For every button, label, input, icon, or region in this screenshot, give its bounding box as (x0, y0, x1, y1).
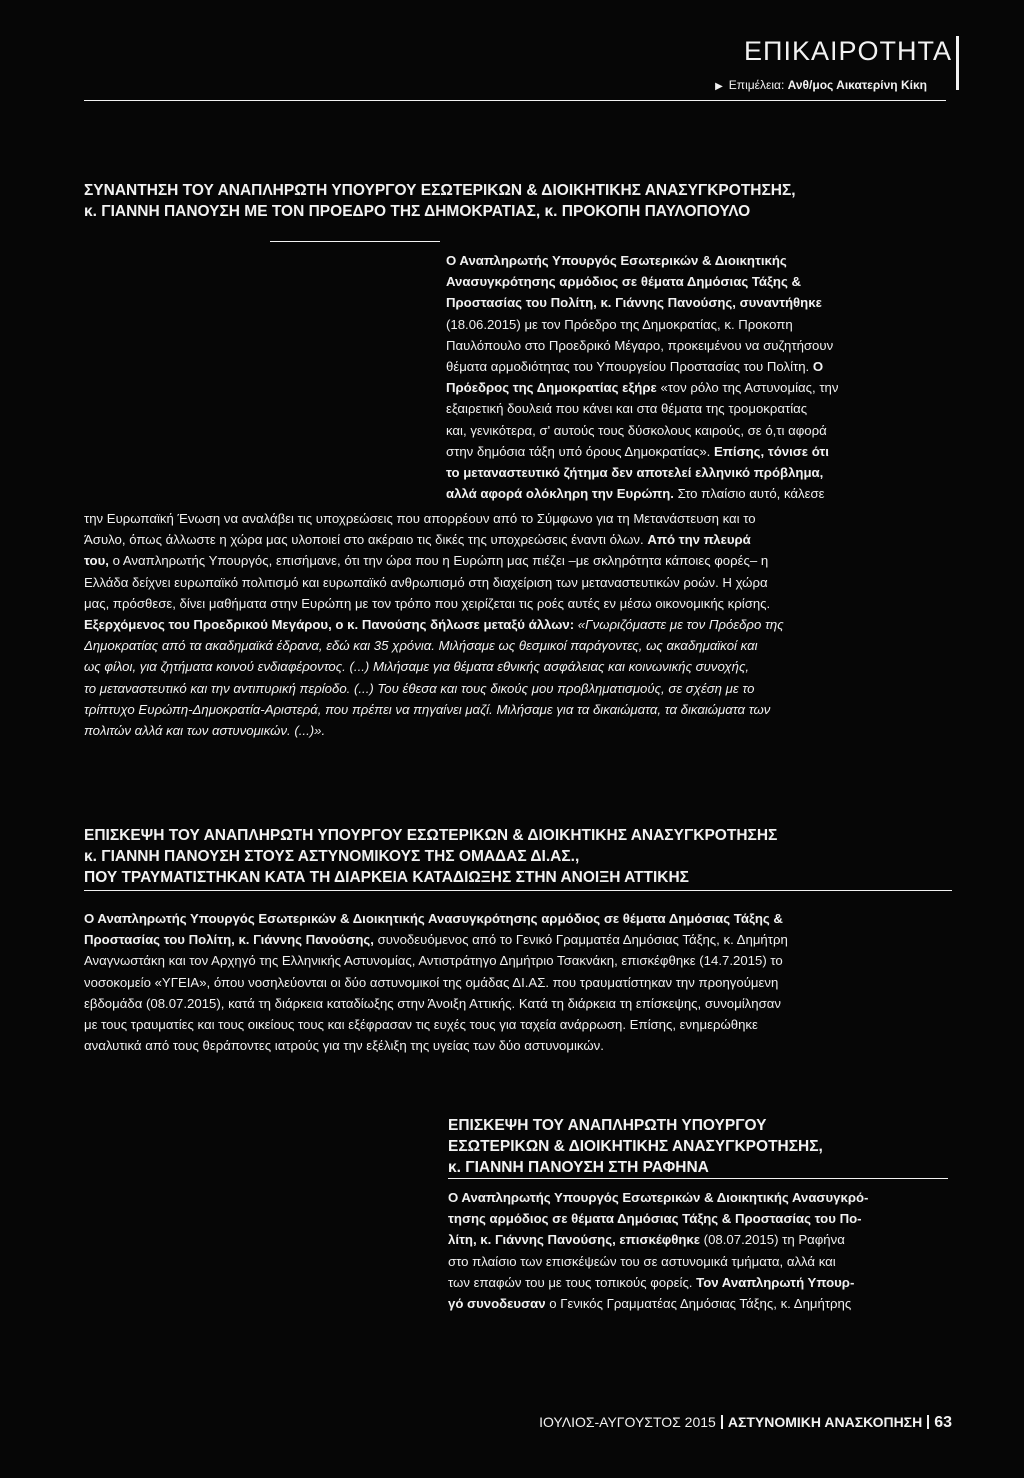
bold-run: Από την πλευρά (647, 532, 751, 548)
bold-run: Ο Αναπληρωτής Υπουργός Εσωτερικών & Διοικητικής (446, 253, 787, 268)
article1-rule (270, 241, 440, 242)
bold-run: Πρόεδρος της Δημοκρατίας εξήρε (446, 380, 661, 396)
text-line (84, 550, 950, 571)
text-line (446, 483, 950, 504)
italic-run: ως φίλοι, για ζητήματα κοινού ενδιαφέροντος. (...) Μιλήσαμε για θέματα εθνικής ασφάλειας και κοινωνικής συνοχής, (84, 659, 750, 675)
text-line (446, 271, 950, 292)
text-run: μας, πρόσθεσε, δίνει μαθήματα στην Ευρώπη με τον τρόπο που χειρίζεται τις ροές αυτές εν μέσω οικονομικής κρίσης. (84, 595, 771, 611)
title-line: κ. ΓΙΑΝΝΗ ΠΑΝΟΥΣΗ ΜΕ ΤΟΝ ΠΡΟΕΔΡΟ ΤΗΣ ΔΗΜΟΚΡΑΤΙΑΣ, κ. ΠΡΟΚΟΠΗ ΠΑΥΛΟΠΟΥΛΟ (84, 203, 751, 220)
text-line (446, 441, 950, 462)
text-run: την Ευρωπαϊκή Ένωση να αναλάβει τις υποχρεώσεις που απορρέουν από το Σύμφωνο για τη Μετανάστευση και το (84, 511, 756, 526)
title-line: ΕΠΙΣΚΕΨΗ ΤΟΥ ΑΝΑΠΛΗΡΩΤΗ ΥΠΟΥΡΓΟΥ (448, 1117, 767, 1134)
bold-run: Τον Αναπληρωτή Υπουρ- (696, 1274, 855, 1290)
title-line: ΠΟΥ ΤΡΑΥΜΑΤΙΣΤΗΚΑΝ ΚΑΤΑ ΤΗ ΔΙΑΡΚΕΙΑ ΚΑΤΑΔΙΩΞΗΣ ΣΤΗΝ ΑΝΟΙΞΗ ΑΤΤΙΚΗΣ (84, 869, 689, 886)
text-line (84, 972, 950, 993)
text-line (84, 699, 950, 720)
title-line: ΕΣΩΤΕΡΙΚΩΝ & ΔΙΟΙΚΗΤΙΚΗΣ ΑΝΑΣΥΓΚΡΟΤΗΣΗΣ, (448, 1138, 823, 1155)
text-line (84, 1014, 950, 1035)
article2-body (84, 908, 950, 1056)
text-line (448, 1208, 950, 1229)
article3-body (448, 1187, 950, 1314)
text-run: ο Αναπληρωτής Υπουργός, επισήμανε, ότι την ώρα που η Ευρώπη μας πιέζει –με σκληρότητα κάποιες φορές– η (112, 553, 769, 569)
text-line (446, 398, 950, 419)
text-line (84, 508, 950, 529)
text-line (84, 1035, 950, 1056)
text-run: εβδομάδα (08.07.2015), κατά τη διάρκεια καταδίωξης στην Άνοιξη Αττικής. Κατά τη διάρκεια τη επίσκεψης, συνομίλησαν (84, 995, 781, 1011)
bold-run: Εξερχόμενος του Προεδρικού Μεγάρου, ο κ. Πανούσης δήλωσε μεταξύ άλλων: (84, 617, 578, 633)
text-line (446, 250, 950, 271)
italic-run: Δημοκρατίας από τα ακαδημαϊκά έδρανα, εδώ και 35 χρόνια. Μιλήσαμε ως θεσμικοί παράγοντες, ως ακαδημαϊκοί και (84, 638, 758, 654)
header-rule (84, 100, 946, 101)
text-run: ο Γενικός Γραμματέας Δημόσιας Τάξης, κ. Δημήτρης (549, 1296, 852, 1312)
text-line (84, 929, 950, 950)
text-line (448, 1272, 950, 1293)
text-run: (08.07.2015) τη Ραφήνα (703, 1232, 845, 1248)
bold-run: Ανασυγκρότησης αρμόδιος σε θέματα Δημόσιας Τάξης & (446, 274, 801, 290)
article1-body (84, 508, 950, 741)
italic-run: «Γνωριζόμαστε με τον Πρόεδρο της (577, 617, 784, 633)
article1-title (84, 180, 964, 222)
text-run: νοσοκομείο «ΥΓΕΙΑ», όπου νοσηλεύονται οι δύο αστυνομικοί της ομάδας ΔΙ.ΑΣ. που τραυματίστηκαν την προηγούμενη (84, 974, 779, 990)
text-run: με τους τραυματίες και τους οικείους τους και εξέφρασαν τις ευχές τους για ταχεία ανάρρωση. Επίσης, ενημερώθηκε (84, 1017, 758, 1033)
text-line (448, 1229, 950, 1250)
text-run: Άσυλο, όπως άλλωστε η χώρα μας υλοποιεί στο ακέραιο τις δικές της υποχρεώσεις έναντι όλων. (84, 532, 648, 548)
bold-run: Προστασίας του Πολίτη, κ. Γιάννης Πανούσης, συναντήθηκε (446, 295, 822, 311)
text-run: Ελλάδα δείχνει ευρωπαϊκό πολιτισμό και ευρωπαϊκό ανθρωπισμό στη διαχείριση των μεταναστευτικών ροών. Η χώρα (84, 574, 768, 590)
bold-run: το μεταναστευτικό ζήτημα δεν αποτελεί ελληνικό πρόβλημα, (446, 465, 824, 481)
bold-run: Ο Αναπληρωτής Υπουργός Εσωτερικών & Διοικητικής Ανασυγκρότησης αρμόδιος σε θέματα Δημόσιας Τάξης & (84, 911, 783, 926)
bold-run: γό συνοδευσαν (448, 1296, 550, 1312)
section-label: ΕΠΙΚΑΙΡΟΤΗΤΑ (743, 36, 952, 66)
text-line (84, 993, 950, 1014)
footer-separator (721, 1415, 723, 1429)
text-line (446, 314, 950, 335)
page-footer (539, 1414, 952, 1432)
issue-date: ΙΟΥΛΙΟΣ-ΑΥΓΟΥΣΤΟΣ 2015 (539, 1414, 716, 1430)
text-line (84, 529, 950, 550)
article1-column (446, 250, 950, 504)
footer-separator (927, 1415, 929, 1429)
text-line (446, 335, 950, 356)
italic-run: πολιτών αλλά και των αστυνομικών. (...)». (84, 723, 326, 739)
editor-prefix: Επιμέλεια: (728, 78, 785, 92)
text-line (446, 377, 950, 398)
text-run: συνοδευόμενος από το Γενικό Γραμματέα Δημόσιας Τάξης, κ. Δημήτρη (377, 932, 788, 948)
magazine-name: ΑΣΤΥΝΟΜΙΚΗ ΑΝΑΣΚΟΠΗΣΗ (727, 1414, 923, 1430)
text-run: Στο πλαίσιο αυτό, κάλεσε (677, 486, 825, 502)
text-line (84, 950, 950, 971)
text-line (446, 462, 950, 483)
text-line (84, 572, 950, 593)
text-run: Παυλόπουλο στο Προεδρικό Μέγαρο, προκειμένου να συζητήσουν (446, 337, 834, 353)
bold-run: Προστασίας του Πολίτη, κ. Γιάννης Πανούσης, (84, 932, 378, 948)
text-line (84, 656, 950, 677)
text-run: των επαφών του με τους τοπικούς φορείς. (448, 1274, 697, 1290)
text-line (84, 593, 950, 614)
bold-run: λίτη, κ. Γιάννης Πανούσης, επισκέφθηκε (448, 1232, 704, 1248)
bold-run: του, (84, 553, 113, 569)
text-run: (18.06.2015) με τον Πρόεδρο της Δημοκρατίας, κ. Προκοπη (446, 316, 793, 332)
text-line (446, 356, 950, 377)
title-line: ΣΥΝΑΝΤΗΣΗ ΤΟΥ ΑΝΑΠΛΗΡΩΤΗ ΥΠΟΥΡΓΟΥ ΕΣΩΤΕΡΙΚΩΝ & ΔΙΟΙΚΗΤΙΚΗΣ ΑΝΑΣΥΓΚΡΟΤΗΣΗΣ, (84, 182, 796, 199)
article3-title (448, 1115, 958, 1178)
editor-credit (715, 78, 927, 92)
title-line: κ. ΓΙΑΝΝΗ ΠΑΝΟΥΣΗ ΣΤΗ ΡΑΦΗΝΑ (448, 1159, 709, 1176)
text-line (446, 420, 950, 441)
text-line (84, 614, 950, 635)
text-run: και, γενικότερα, σ' αυτούς τους δύσκολους καιρούς, σε ό,τι αφορά (446, 422, 827, 438)
text-run: στο πλαίσιο των επισκέψεών του σε αστυνομικά τμήματα, αλλά και (448, 1253, 836, 1269)
play-arrow-icon: ▶ (715, 81, 723, 92)
article3-rule (448, 1178, 948, 1179)
text-line (84, 635, 950, 656)
text-line (448, 1187, 950, 1208)
article2-rule (84, 890, 952, 891)
text-run: Αναγνωστάκη και τον Αρχηγό της Ελληνικής Αστυνομίας, Αντιστράτηγο Δημήτριο Τσακνάκη, επισκέφθηκε (14.7.2015) το (84, 953, 783, 969)
title-line: ΕΠΙΣΚΕΨΗ ΤΟΥ ΑΝΑΠΛΗΡΩΤΗ ΥΠΟΥΡΓΟΥ ΕΣΩΤΕΡΙΚΩΝ & ΔΙΟΙΚΗΤΙΚΗΣ ΑΝΑΣΥΓΚΡΟΤΗΣΗΣ (84, 827, 778, 844)
section-bar (956, 36, 959, 90)
text-run: «τον ρόλο της Αστυνομίας, την (660, 380, 839, 396)
text-run: στην δημόσια τάξη υπό όρους Δημοκρατίας». (446, 443, 715, 459)
article2-title (84, 825, 964, 888)
bold-run: Ο (812, 359, 824, 375)
page-number: 63 (934, 1414, 952, 1431)
bold-run: αλλά αφορά ολόκληρη την Ευρώπη. (446, 486, 678, 502)
bold-run: Επίσης, τόνισε ότι (714, 443, 829, 459)
text-line (448, 1251, 950, 1272)
italic-run: τρίπτυχο Ευρώπη-Δημοκρατία-Αριστερά, που πρέπει να πηγαίνει μαζί. Μιλήσαμε για τα δικαιώματα, τα δικαιώματα των (84, 701, 771, 717)
text-line (84, 720, 950, 741)
text-run: αναλυτικά από τους θεράποντες ιατρούς για την εξέλιξη της υγείας των δύο αστυνομικών. (84, 1038, 604, 1054)
italic-run: το μεταναστευτικό και την αντιπυρική περίοδο. (...) Του έθεσα και τους δικούς μου προβληματισμούς, σε σχέση με το (84, 680, 755, 696)
text-line (84, 908, 950, 929)
bold-run: τησης αρμόδιος σε θέματα Δημόσιας Τάξης & Προστασίας του Πο- (448, 1211, 862, 1227)
text-run: θέματα αρμοδιότητας του Υπουργείου Προστασίας του Πολίτη. (446, 359, 813, 375)
title-line: κ. ΓΙΑΝΝΗ ΠΑΝΟΥΣΗ ΣΤΟΥΣ ΑΣΤΥΝΟΜΙΚΟΥΣ ΤΗΣ ΟΜΑΔΑΣ ΔΙ.ΑΣ., (84, 848, 580, 865)
text-line (446, 292, 950, 313)
text-line (448, 1293, 950, 1314)
editor-name: Ανθ/μος Αικατερίνη Κίκη (787, 78, 927, 92)
text-run: εξαιρετική δουλειά που κάνει και στα θέματα της τρομοκρατίας (446, 401, 808, 417)
bold-run: Ο Αναπληρωτής Υπουργός Εσωτερικών & Διοικητικής Ανασυγκρό- (448, 1190, 869, 1205)
text-line (84, 678, 950, 699)
